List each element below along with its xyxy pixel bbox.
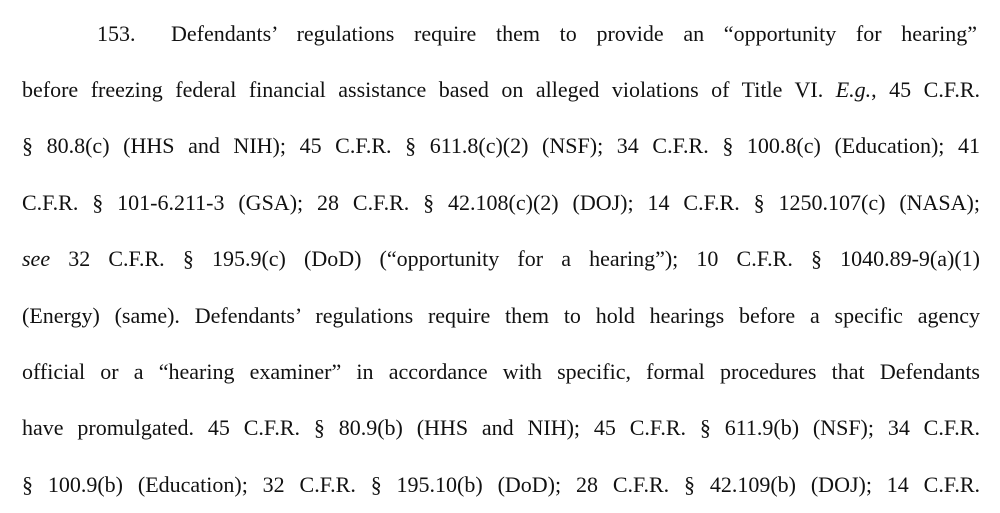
paragraph-line-2: [22, 76, 980, 104]
line-text: 32 C.F.R. § 195.9(c) (DoD) (“opportunity for a hearing”); 10 C.F.R. § 1040.89-9(a)(1): [68, 246, 981, 271]
paragraph-line-1: [97, 20, 977, 48]
line-text: § 80.8(c) (HHS and NIH); 45 C.F.R. § 611.8(c)(2) (NSF); 34 C.F.R. § 100.8(c) (Education); 41: [22, 133, 980, 158]
line-text: before freezing federal financial assistance based on alleged violations of Title VI.: [22, 77, 824, 102]
citation-signal: see: [22, 246, 51, 271]
line-text: (Energy) (same). Defendants’ regulations require them to hold hearings before a specific agency: [22, 303, 980, 328]
line-text: C.F.R. § 101-6.211-3 (GSA); 28 C.F.R. § 42.108(c)(2) (DOJ); 14 C.F.R. § 1250.107(c) (NASA);: [22, 190, 980, 215]
line-text: § 100.9(b) (Education); 32 C.F.R. § 195.10(b) (DoD); 28 C.F.R. § 42.109(b) (DOJ); 14 C.F.R.: [22, 472, 980, 497]
paragraph-line-3: [22, 132, 980, 160]
paragraph-line-9: [22, 471, 980, 499]
paragraph-line-4: [22, 189, 980, 217]
citation-signal: E.g.: [835, 77, 872, 102]
paragraph-line-6: [22, 302, 980, 330]
line-text: official or a “hearing examiner” in accordance with specific, formal procedures that Defendants: [22, 359, 980, 384]
paragraph-number: 153.: [97, 21, 136, 46]
line-text-tail: , 45 C.F.R.: [871, 77, 981, 102]
line-text: have promulgated. 45 C.F.R. § 80.9(b) (HHS and NIH); 45 C.F.R. § 611.9(b) (NSF); 34 C.F.R.: [22, 415, 980, 440]
paragraph-line-8: [22, 414, 980, 442]
paragraph-line-7: [22, 358, 980, 386]
line-text: Defendants’ regulations require them to provide an “opportunity for hearing”: [171, 21, 977, 46]
paragraph-line-5: [22, 245, 980, 273]
